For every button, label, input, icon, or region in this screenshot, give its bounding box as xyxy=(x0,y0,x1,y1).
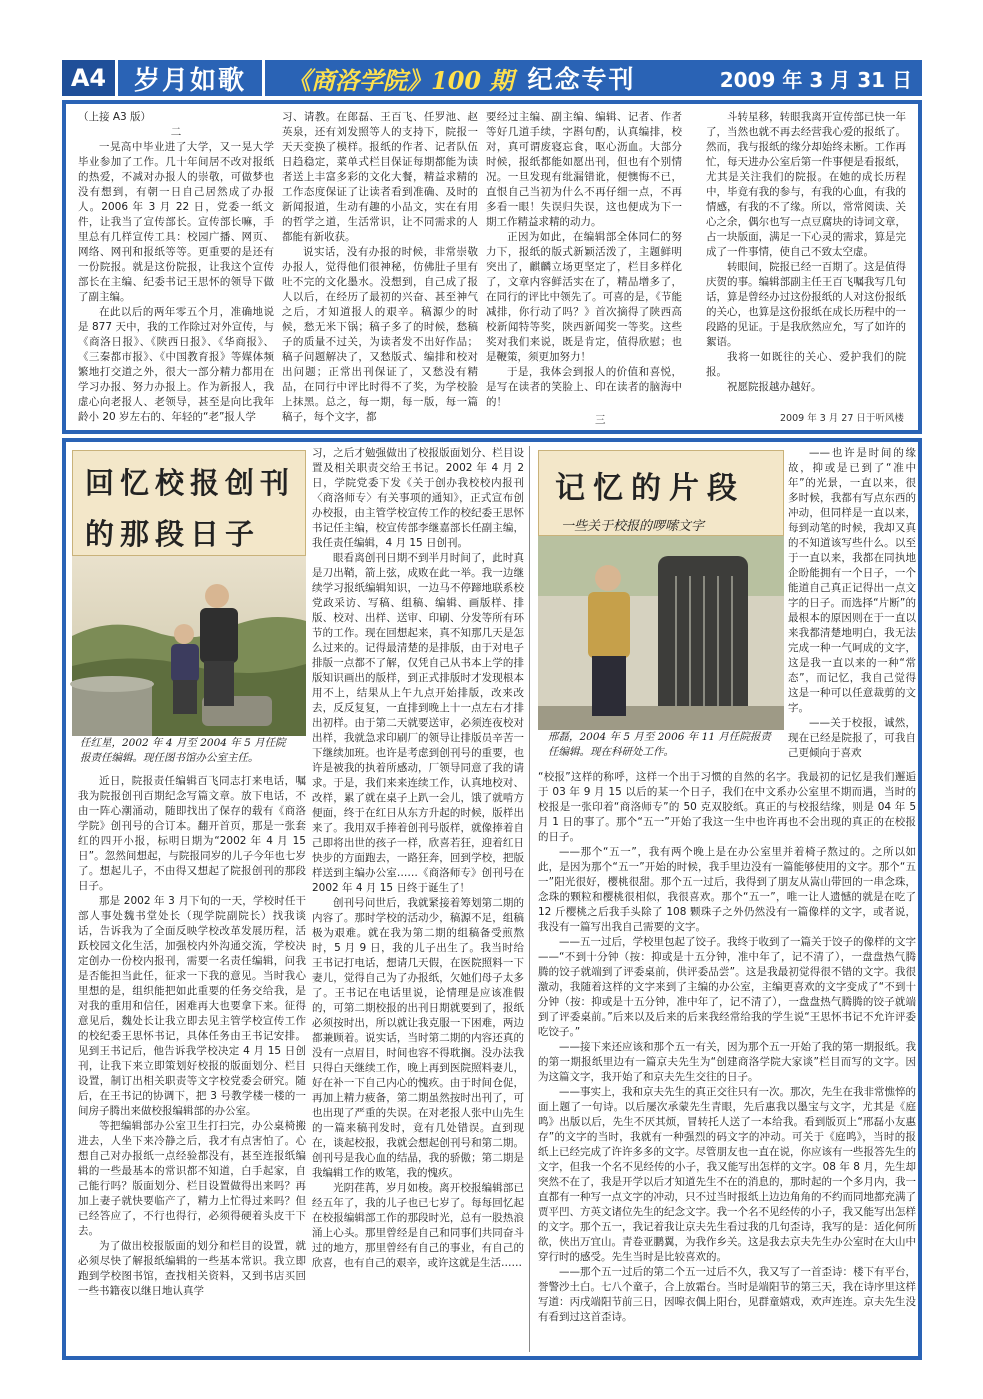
page-number: A4 xyxy=(62,60,118,96)
paragraph: “校报”这样的称呼，这样一个出于习惯的自然的名字。我最初的记忆是我们邂逅于 03 年 9 月 15 以后的某一个日子，我们在中文系办公室里不期而遇，当时的校报是一张印着“商洛师专”的 50 克双胶纸。真正的与校报结缘，则是 04 年 5 月 1 日的事了。那个“五一”开始了我这一生中也许再也不会出现的真正的在校报的日子。 xyxy=(538,771,916,843)
paragraph: 斗转星移，转眼我离开宣传部已快一年了，当然也就不再去经营我心爱的报纸了。然而，我与报纸的缘分却始终未断。工作再忙，每天进办公室后第一件事便是看报纸，尤其是关注我们的院报。在她的成长历程中，毕竟有我的参与，有我的心血，有我的情感，有我的不了缘。所以，常常阅读、关心之余，偶尔也写一点豆腐块的诗词文章，占一块版面，满足一下心灵的需求，算是完成了一件事情，使自己不致太空虚。 xyxy=(706,111,906,258)
paragraph: 正因为如此，在编辑部全体同仁的努力下，报纸的版式新颖活泼了，主题鲜明突出了，麒麟立场更坚定了，栏目多样化了，文章内容鲜活实在了，精品增多了，在同行的评比中领先了。可喜的是，《节能减排，你行动了吗？》首次摘得了陕西高校新闻特等奖，陕西新闻奖一等奖。这些奖对我们来说，既是肯定，值得欣慰；也是鞭策，须更加努力！ xyxy=(486,231,682,363)
column-name: 岁月如歌 xyxy=(118,60,265,96)
left-title-line1: 回忆校报创刊 xyxy=(85,466,296,500)
left-feature-col-a xyxy=(78,774,306,1352)
continued-note: （上接 A3 版） xyxy=(78,111,152,123)
left-feature-col-b xyxy=(312,446,524,1269)
top-article-col4 xyxy=(706,110,906,400)
paragraph: 转眼间，院报已经一百期了。这是值得庆贺的事。编辑部副主任王百飞嘱我写几句话，算是曾经办过这份报纸的人对这份报纸的关心，也算是这份报纸在成长历程中的一段路的见证。于是我欣然应允，写了如许的絮语。 xyxy=(706,261,906,348)
right-title-box xyxy=(538,450,784,536)
section-marker: 三 xyxy=(595,414,606,426)
paragraph: 于是，我体会到报人的价值和喜悦，是写在读者的笑脸上、印在读者的脑海中的！ xyxy=(486,366,682,408)
paragraph: 习、请教。在郎磊、王百飞、任罗池、赵英泉，还有刘发照等人的支持下，院报一天天变换了模样。报纸的作者、记者队伍日趋稳定，菜单式栏目保证每期都能为读者送上丰富多彩的文化大餐，精益求精的工作态度保证了让读者看到准确、及时的新闻报道，生动有趣的小品文，实在有用的哲学之道，生活常识，让不同需求的人都能有新收获。 xyxy=(282,111,478,243)
right-photo xyxy=(538,536,784,730)
paragraph: 说实话，没有办报的时候，非常崇敬办报人，觉得他们很神秘，仿佛肚子里有吐不完的文化墨水。没想到，自己成了报人以后，在经历了最初的兴奋、甚至神气之后，才知道报人的艰辛。稿源少的时候，愁无米下锅；稿子多了的时候，愁稿子的质量不过关，为读者发不出好作品；稿子问题解决了，又愁版式、编排和校对出问题；正常出刊保证了，又愁没有精品，在同行中评比时得不了奖，为学校脸上抹黑。总之，每一期，每一版，每一篇稿子，每个文字，都 xyxy=(282,246,478,423)
section-marker: 二 xyxy=(170,126,182,138)
left-photo xyxy=(72,556,306,736)
paragraph: 那是 2002 年 3 月下旬的一天，学校时任干部人事处魏书堂处长（现学院副院长）找我谈话，告诉我为了全面反映学校改革发展历程，活跃校园文化生活，加强校内外沟通交流，学校决定创办一份校内报刊，需要一名责任编辑，问我是否能担当此任，征求一下我的意见。当时我心里想的是，组织能把如此重要的任务交给我，是对我的重用和信任，困难再大也要拿下来。征得意见后，魏处长让我立即去见主管学校宣传工作的校纪委王思怀书记，具体任务由王书记安排。见到王书记后，他告诉我学校决定 4 月 15 日创刊，让我下来立即策划好校报的版面划分、栏目设置，制订出相关职责等文字校党委会研究。随后，在王书记的协调下，把 3 号教学楼一楼的一间房子腾出来做校报编辑部的办公室。 xyxy=(78,895,306,1117)
portrait-photo-image xyxy=(538,536,784,730)
journal-title: 《商洛学院》100 期 xyxy=(287,65,514,95)
paragraph: 在此以后的两年零五个月，准确地说是 877 天中，我的工作除过对外宣传，与《商洛日报》、《陕西日报》、《华商报》、《三秦都市报》、《中国教育报》等媒体频繁地打交道之外，很大一部分精力都用在学习办报、努力办报上。作为新报人，我虚心向老报人、老领导，甚至是向比我年龄小 20 岁左右的、年轻的“老”报人学 xyxy=(78,306,274,423)
paragraph: 为了做出校报版面的划分和栏目的设置，就必须尽快了解报纸编辑的一些基本常识。我立即跑到学校图书馆，查找相关资料，又到书店买回一些书籍夜以继日地认真学 xyxy=(78,1240,306,1297)
paragraph: 眼看离创刊日期不到半月时间了，此时真是刀出鞘，箭上弦，成败在此一举。我一边继续学习报纸编辑知识，一边马不停蹄地联系校党政采访、写稿、组稿、编辑、画版样、排版、校对、出样、送审、印刷、分发等所有环节的工作。现在回想起来，真不知那几天是怎么过来的。记得最清楚的是排版，由于对电子排版一点都不了解，仅凭自己从书本上学的排版知识画出的版样，到正式排版时才发现根本用不上，结果从上午九点开始排版，改来改去，反反复复，一直排到晚上十一点左右才排出初样。由于第二天就要送审，必须连夜校对出样，我就急求印刷厂的领导让排版员辛苦一下继续加班。也许是考虑到创刊号的重要，也许是被我的执着所感动，厂领导同意了我的请求。于是，我们来来连续工作，认真地校对、改样，累了就在桌子上趴一会儿，饿了就啃方便面，终于在红日从东方升起的时候，版样出来了。我用双手捧着创刊号版样，就像捧着自己即将出世的孩子一样，欣喜若狂，迎着红日快步的方面跑去，一路狂奔，回到学校，把版样送到主编办公室……《商洛师专》创刊号在 2002 年 4 月 15 日终于诞生了！ xyxy=(312,552,524,894)
paragraph: ——接下来还应该和那个五一有关，因为那个五一开始了我的第一期报纸。我的第一期报纸里边有一篇京夫先生为“创建商洛学院大家谈”栏目而写的文字。因为这篇文字，我开始了和京夫先生交往的日子。 xyxy=(538,1041,916,1083)
left-title-box xyxy=(72,450,306,556)
column-divider xyxy=(529,446,530,1352)
author-signature: 2009 年 3 月 27 日于听风楼 xyxy=(780,413,904,424)
issue-date: 2009 年 3 月 31 日 xyxy=(719,67,912,92)
paragraph: 习，之后才勉强做出了校报版面划分、栏目设置及相关职责交给王书记。2002 年 4 月 2 日，学院党委下发《关于创办我校校内报刊〈商洛师专〉有关事项的通知》，正式宣布创办校报，由主管学校宣传工作的校纪委王思怀书记任主编，校宣传部李继嘉部长任副主编，我任责任编辑，4 月 15 日创刊。 xyxy=(312,447,524,549)
top-article-col1 xyxy=(78,110,274,423)
paragraph: ——那个五一过后的第二个五一过后不久，我又写了一首歪诗：楼下有平台，誉警沙土白。七八个童子，合上放霜台。当时是端阳节的第三天，我在诗序里这样写道：丙戌端阳节前三日，因嗥衣偶上阳台，见群童嬉戏，欢声连连。京夫先生没有看到过这首歪诗。 xyxy=(538,1266,916,1323)
paragraph: 要经过主编、副主编、编辑、记者、作者等好几道手续，字斟句酌，认真编排，校对，真可谓废寝忘食，呕心沥血。大部分时候，报纸都能如愿出刊，但也有个别情况。一旦发现有纰漏错讹，便懊悔不已，直恨自己当初为什么不再仔细一点，不再多看一眼！失误归失误，这也便成为下一期工作精益求精的动力。 xyxy=(486,111,682,228)
paragraph: ——关于校报，诚然，现在已经是院报了，可我自己更倾向于喜欢 xyxy=(788,717,916,759)
paragraph: 等把编辑部办公室卫生打扫完，办公桌椅搬进去，人坐下来冷静之后，我才有点害怕了。心想自己对办报纸一点经验都没有，甚至连报纸编辑的一些最基本的常识都不知道，白手起家，自己能行吗？版面划分、栏目设置做得出来吗？再加上妻子就快要临产了，精力上忙得过来吗？但已经答应了，不行也得行，必须得硬着头皮干下去。 xyxy=(78,1120,306,1237)
top-article-col2 xyxy=(282,110,478,423)
paragraph: ——也许是时间的缘故，抑或是已到了“准中年”的光景，一直以来，很多时候，我都有写点东西的冲动，但同样是一直以来，每到动笔的时候，我却又真的不知道该写些什么。以至于一直以来，我都在同执地企盼能拥有一个日子，一个能道自己真正记得出一点文字的日子。而选择“片断”的最根本的原因则在于一直以来我都清楚地明白，我无法完成一种一气呵成的文字，这是我一直以来的一种“常态”，而记忆，我自己觉得这是一种可以任意裁剪的文字。 xyxy=(788,447,916,714)
top-article-col3 xyxy=(486,110,682,406)
right-feature-side-col xyxy=(788,446,916,764)
paragraph: ——那个“五一”，我有两个晚上是在办公室里并着椅子熬过的。之所以如此，是因为那个“五一”开始的时候，我手里边没有一篇能够使用的文字。那个“五一”阳光很好，樱桃很甜。那个五一过后，我得到了朋友从嵩山带回的一串念珠，念珠的颗粒和樱桃很相似，我很喜欢。那个“五一”，唯一让人遗憾的就是在吃了 12 斤樱桃之后我手头除了 108 颗珠子之外仍然没有一篇像样的文字，或者说，我没有一篇写出我自己需要的文字。 xyxy=(538,846,916,933)
paragraph: 创刊号问世后，我就紧接着筹划第二期的内容了。那时学校的活动少，稿源不足，组稿极为艰难。就在我为第二期的组稿备受煎熬时，5 月 9 日，我的儿子出生了。我当时给王书记打电话，想请几天假，在医院照料一下妻儿，觉得自己为了办报纸，欠她们母子太多了。王书记在电话里说，论情理是应该准假的，可第二期校报的出刊日期就要到了，报纸必须按时出，所以就让我克服一下困难，两边都兼顾着。说实话，当时第二期的内容还真的没有一点眉目，时间也容不得耽搁。没办法我只得白天继续工作，晚上再到医院照料妻儿，好在补一下自己内心的愧疚。由于时间仓促，再加上精力疲备，第二期虽然按时出刊了，可也出现了严重的失误。在对老报人张中山先生的一篇来稿刊发时，竟有几处错误。直到现在，谈起校报，我就会想起创刊号和第二期。创刊号是我心血的结晶，我的骄傲；第二期是我编辑工作的败笔，我的愧疚。 xyxy=(312,897,524,1179)
paragraph: ——事实上，我和京夫先生的真正交往只有一次。那次，先生在我非常憔悴的面上题了一句诗。以后屡次承蒙先生青眼，先后惠我以墨宝与文字，尤其是《庭鸣》出版以后，先生不厌其烦，冒转托人送了一本给我。看到版页上“邢磊小友惠存”的文字的当时，我就有一种强烈的码文字的冲动。可关于《庭鸣》，当时的报纸上已经完成了许许多多的文字。尽管朋友也一直在说，你应该有一些报答先生的文字，但我一个名不见经传的小子，我又能写出怎样的文字。08 年 8 月，先生却突然不在了，我是开学以后才知道先生不在的消息的，那时起的一个多月内，我一直都有一种写一点文字的冲动，只不过当时报纸上边边角角的不约而同地都充满了贾平凹、方英文诸位先生的纪念文字。我一个名不见经传的小子，我又能写出怎样的文字。那个五一，我记着我让京夫先生看过我的几句歪诗，我写的是：适化何所欲，侠出万宜山。青卷亚鹏翼，为我作乡关。这是我去京夫先生办公室时在大山中穿行时的感受。先生当时是比较喜欢的。 xyxy=(538,1086,916,1263)
special-issue-label: 纪念专刊 xyxy=(527,65,636,94)
left-title-line2: 的那段日子 xyxy=(85,517,261,551)
paragraph: 近日，院报责任编辑百飞同志打来电话，嘱我为院报创刊百期纪念写篇文章。放下电话，不由一阵心潮涌动，随即找出了保存的载有《商洛学院》创刊号的合订本。翻开首页，那是一张套红的四开小报，标明日期为“2002 年 4 月 15 日”。忽然间想起，与院报同岁的儿子今年也七岁了。想起儿子，不由得又想起了院报创刊的那段日子。 xyxy=(78,775,306,892)
right-feature-wide-col xyxy=(538,770,916,1352)
paragraph: 祝愿院报越办越好。 xyxy=(727,381,822,393)
left-photo-caption: 任红星，2002 年 4 月至 2004 年 5 月任院报责任编辑。现任图书馆办公室主任。 xyxy=(80,737,286,764)
right-title: 记忆的片段 xyxy=(555,471,745,506)
paragraph: 光阴荏苒，岁月如梭。离开校报编辑部已经五年了，我的儿子也已七岁了。每每回忆起在校报编辑部工作的那段时光，总有一股热浪涌上心头。那里曾经是自己和同事们共同奋斗过的地方，那里曾经有自己的事业，有自己的欣喜，也有自己的艰辛，或许这就是生活…… xyxy=(312,1182,524,1269)
paragraph: ——五一过后，学校里包起了饺子。我终于收到了一篇关于饺子的像样的文字——“不到十分钟（按：抑或是十五分钟，准中年了，记不清了），一盘盘热气腾腾的饺子就端到了评委桌前，供评委品尝”。这是我最初觉得很不错的文字。我很激动，我随着这样的文字来到了主编的办公室，主编更喜欢的文字变成了“不到十分钟（按：抑或是十五分钟，准中年了，记不清了），一盘盘热气腾腾的饺子就端到了评委桌前。”后来以及后来的后来我经常给我的学生说“王思怀书记不允许评委吃饺子。” xyxy=(538,936,916,1038)
paragraph: 我将一如既往的关心、爱护我们的院报。 xyxy=(706,351,906,378)
right-subtitle: 一些关于校报的啰嗦文字 xyxy=(561,519,705,534)
paragraph: 一晃高中毕业进了大学，又一晃大学毕业参加了工作。几十年间居不改对报纸的热爱，不减对办报人的崇敬，可做梦也没有想到，有朝一日自己居然成了办报人。2006 年 3 月 22 日，党委一纸文件，让我当了宣传部长。宣传部长嘛，手里总有几样宣传工具：校园广播、网页、网络、网刊和报纸等等。更重要的是还有一份院报。就是这份院报，让我这个宣传部长在主编、纪委书记王思怀的领导下做了副主编。 xyxy=(78,141,274,303)
right-photo-caption: 邢磊，2004 年 5 月至 2006 年 11 月任院报责任编辑。现在科研处工作。 xyxy=(548,731,771,758)
page-header xyxy=(62,60,922,96)
portrait-photo-image xyxy=(72,556,306,736)
